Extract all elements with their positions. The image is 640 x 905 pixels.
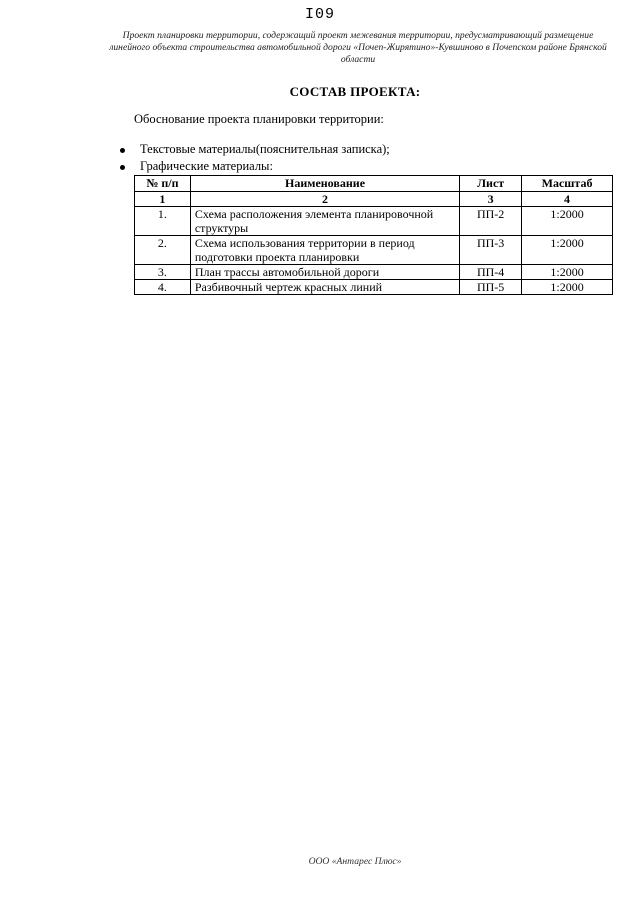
column-number: 4 (522, 192, 613, 207)
row-number: 3. (135, 265, 191, 280)
contents-table (134, 175, 613, 295)
intro-text: Обоснование проекта планировки территории: (134, 112, 384, 126)
table-row (135, 207, 613, 236)
header-note: Проект планировки территории, содержащий проект межевания территории, предусматривающий размещение линейного объекта строительства автомобильной дороги «Почеп-Жирятино»-Кувшиново в Почепском районе Брянской области (109, 30, 607, 65)
row-sheet: ПП-3 (460, 236, 522, 265)
column-number: 2 (190, 192, 459, 207)
column-header-scale: Масштаб (522, 176, 613, 192)
row-name: Схема использования территории в период подготовки проекта планировки (190, 236, 459, 265)
row-scale: 1:2000 (522, 265, 613, 280)
row-scale: 1:2000 (522, 236, 613, 265)
row-sheet: ПП-5 (460, 280, 522, 295)
bullet-icon (120, 165, 125, 170)
column-header-number: № п/п (135, 176, 191, 192)
table-row (135, 265, 613, 280)
column-number: 1 (135, 192, 191, 207)
row-scale: 1:2000 (522, 280, 613, 295)
column-number-row (135, 192, 613, 207)
row-sheet: ПП-4 (460, 265, 522, 280)
row-scale: 1:2000 (522, 207, 613, 236)
table-header-row (135, 176, 613, 192)
bullet-icon (120, 148, 125, 153)
list-item (120, 141, 390, 158)
column-header-sheet: Лист (460, 176, 522, 192)
table-row (135, 236, 613, 265)
row-name: Разбивочный чертеж красных линий (190, 280, 459, 295)
row-number: 4. (135, 280, 191, 295)
row-name: План трассы автомобильной дороги (190, 265, 459, 280)
list-item (120, 158, 390, 175)
footer-company: ООО «Антарес Плюс» (308, 856, 402, 867)
row-number: 2. (135, 236, 191, 265)
list-item-text: Графические материалы: (140, 159, 273, 173)
materials-list (120, 141, 390, 175)
column-number: 3 (460, 192, 522, 207)
column-header-name: Наименование (190, 176, 459, 192)
page-number: I09 (304, 6, 335, 23)
row-number: 1. (135, 207, 191, 236)
list-item-text: Текстовые материалы(пояснительная записка); (140, 142, 390, 156)
row-sheet: ПП-2 (460, 207, 522, 236)
table-row (135, 280, 613, 295)
row-name: Схема расположения элемента планировочной структуры (190, 207, 459, 236)
section-title: СОСТАВ ПРОЕКТА: (289, 84, 421, 99)
